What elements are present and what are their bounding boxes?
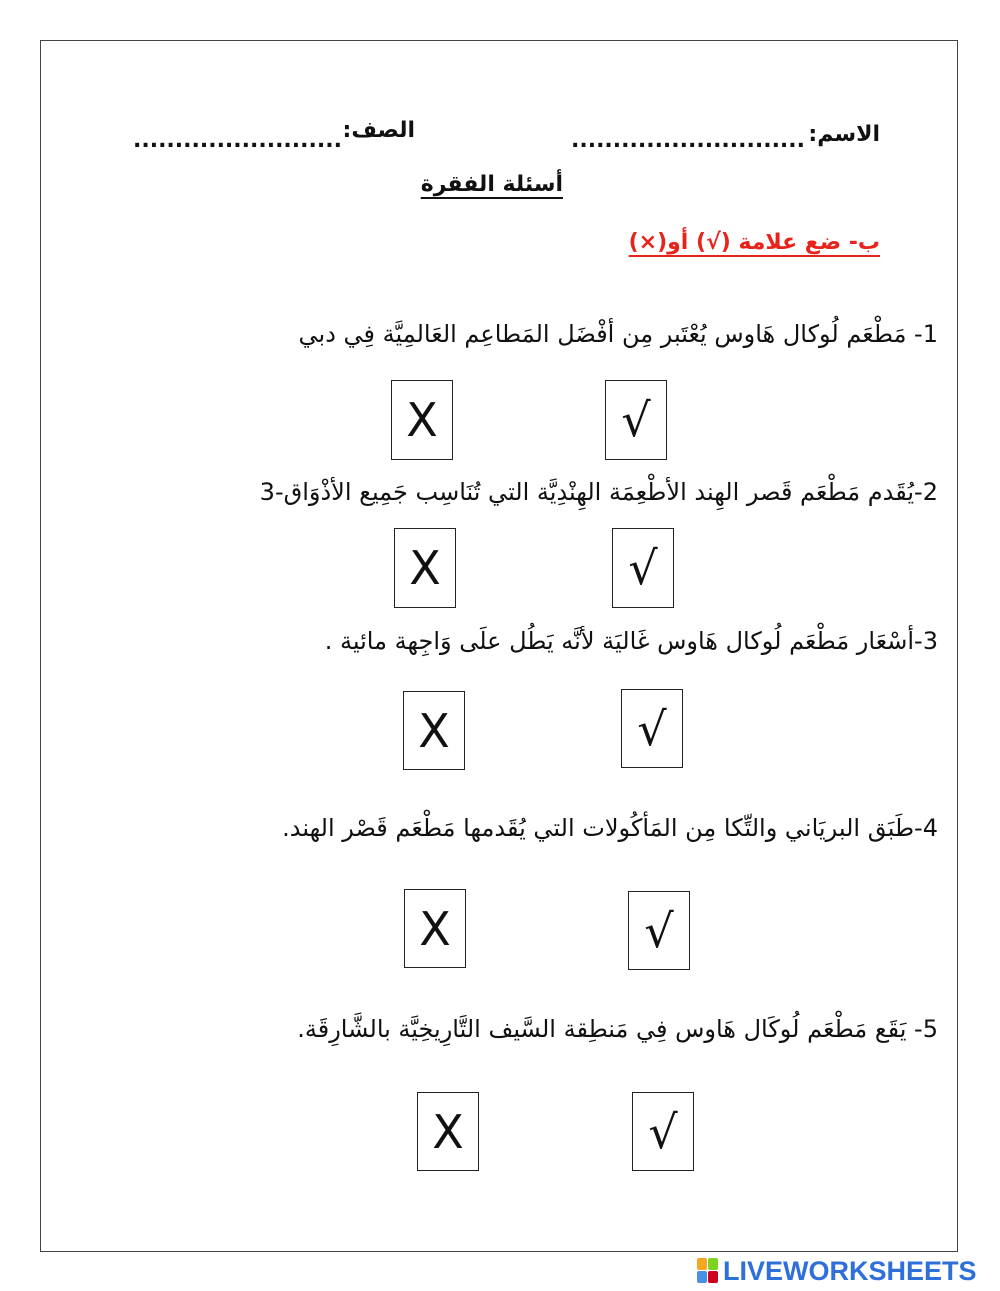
class-label: الصف:	[342, 118, 415, 143]
question-2-false-box[interactable]: X	[394, 528, 456, 608]
question-5-false-box[interactable]: X	[417, 1092, 479, 1171]
liveworksheets-brand-text: LIVEWORKSHEETS	[723, 1255, 977, 1286]
question-2-text: 2-يُقَدم مَطْعَم قَصر الهِند الأطْعِمَة الهِنْدِيَّة التي تُنَاسِب جَمِيع الأذْوَاق-3	[259, 478, 938, 506]
question-4-true-box[interactable]: √	[628, 891, 690, 970]
question-1-false-box[interactable]: X	[391, 380, 453, 460]
liveworksheets-logo-icon	[697, 1258, 719, 1284]
question-5-true-box[interactable]: √	[632, 1092, 694, 1171]
question-5-text: 5- يَقَع مَطْعَم لُوكَال هَاوس فِي مَنطِقة السَّيف التَّارِيخِيَّة بالشَّارِقَة.	[297, 1015, 938, 1043]
question-4-text: 4-طَبَق البريَاني والتِّكا مِن المَأكُولات التي يُقَدمها مَطْعَم قَصْر الهند.	[282, 814, 938, 842]
question-1-true-box[interactable]: √	[605, 380, 667, 460]
question-3-text: 3-أسْعَار مَطْعَم لُوكال هَاوس غَاليَة لأنَّه يَطُل علَى وَاجِهة مائية .	[324, 627, 938, 655]
section-title: أسئلة الفقرة	[420, 172, 563, 197]
name-dots[interactable]: ............................	[571, 128, 806, 153]
name-label: الاسم:	[808, 122, 880, 147]
question-3-false-box[interactable]: X	[403, 691, 465, 770]
liveworksheets-logo	[697, 1256, 977, 1286]
question-2-true-box[interactable]: √	[612, 528, 674, 608]
question-1-text: 1- مَطْعَم لُوكال هَاوس يُعْتَبر مِن أفْضَل المَطاعِم العَالمِيَّة فِي دبي	[298, 320, 938, 348]
question-4-false-box[interactable]: X	[404, 889, 466, 968]
instruction-text: ب- ضع علامة (√) أو(×)	[628, 230, 880, 255]
class-dots[interactable]: .........................	[133, 128, 342, 153]
question-3-true-box[interactable]: √	[621, 689, 683, 768]
